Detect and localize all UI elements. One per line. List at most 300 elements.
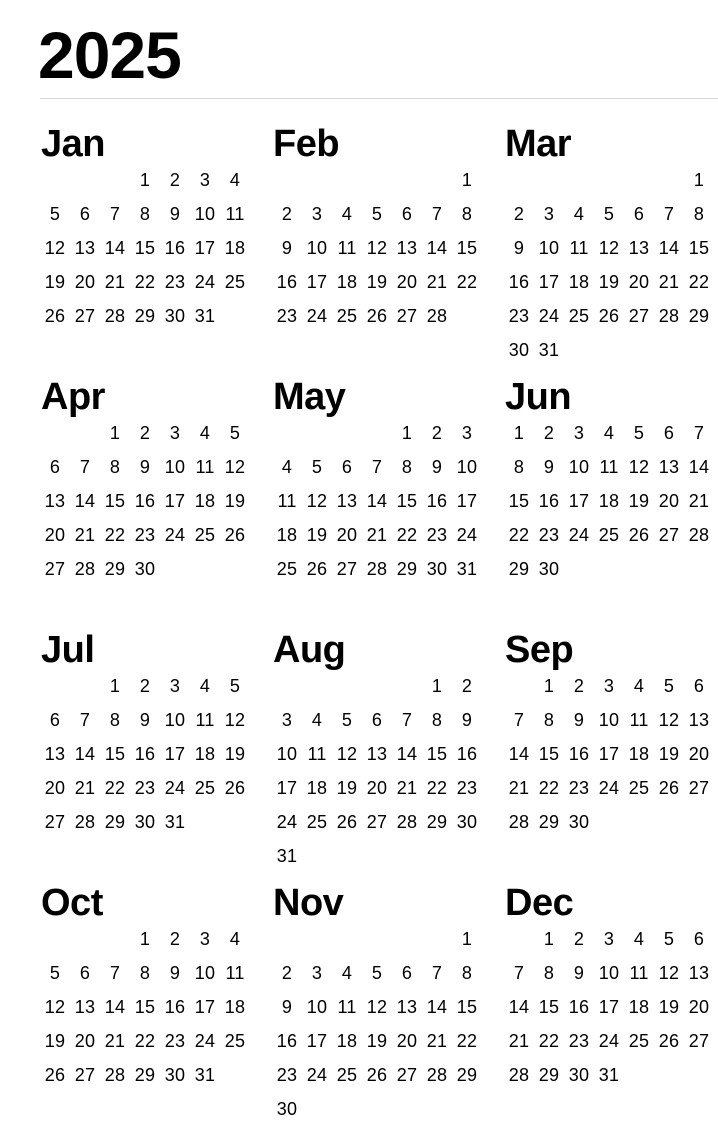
day-cell: 24 — [194, 272, 216, 292]
day-cell: 4 — [199, 423, 211, 443]
day-cell: 25 — [194, 525, 216, 545]
day-cell: 29 — [104, 812, 126, 832]
day-cell: 28 — [74, 559, 96, 579]
day-cell: 4 — [341, 963, 353, 983]
day-cell: 28 — [74, 812, 96, 832]
day-cell: 3 — [169, 423, 181, 443]
day-cell: 7 — [513, 710, 525, 730]
day-cell: 17 — [194, 997, 216, 1017]
day-cell: 14 — [508, 997, 530, 1017]
month-days — [504, 416, 714, 586]
day-cell: 3 — [199, 929, 211, 949]
day-cell: 15 — [104, 744, 126, 764]
day-cell: 10 — [194, 963, 216, 983]
day-cell: 22 — [134, 272, 156, 292]
day-cell: 2 — [281, 963, 293, 983]
month-name: Jan — [41, 123, 105, 165]
day-cell: 7 — [79, 710, 91, 730]
day-cell: 4 — [603, 423, 615, 443]
day-cell: 21 — [508, 778, 530, 798]
day-cell: 6 — [49, 710, 61, 730]
day-cell: 28 — [508, 1065, 530, 1085]
day-cell: 26 — [598, 306, 620, 326]
day-cell: 25 — [628, 1031, 650, 1051]
day-cell: 15 — [456, 238, 478, 258]
day-cell: 22 — [456, 1031, 478, 1051]
day-cell: 18 — [336, 1031, 358, 1051]
day-cell: 11 — [337, 238, 357, 258]
day-cell: 25 — [628, 778, 650, 798]
day-cell: 12 — [628, 457, 650, 477]
month-name: Mar — [505, 123, 572, 165]
day-cell: 2 — [543, 423, 555, 443]
day-cell: 8 — [513, 457, 525, 477]
day-cell: 10 — [306, 238, 328, 258]
day-cell: 27 — [688, 1031, 710, 1051]
day-cell: 18 — [276, 525, 298, 545]
day-cell: 6 — [693, 676, 705, 696]
day-cell: 18 — [224, 997, 246, 1017]
day-cell: 30 — [538, 559, 560, 579]
day-cell: 4 — [633, 676, 645, 696]
month-days — [504, 163, 714, 367]
month-name: Aug — [273, 629, 346, 671]
day-cell: 16 — [134, 744, 156, 764]
day-cell: 28 — [366, 559, 388, 579]
month-nov — [272, 877, 504, 1130]
day-cell: 27 — [396, 1065, 418, 1085]
day-cell: 9 — [281, 238, 293, 258]
day-cell: 1 — [109, 423, 121, 443]
day-cell: 18 — [628, 997, 650, 1017]
day-cell: 6 — [49, 457, 61, 477]
day-cell: 26 — [224, 778, 246, 798]
day-cell: 19 — [658, 997, 680, 1017]
day-cell: 26 — [366, 1065, 388, 1085]
day-cell: 21 — [366, 525, 388, 545]
day-cell: 30 — [134, 559, 156, 579]
day-cell: 15 — [426, 744, 448, 764]
day-cell: 28 — [688, 525, 710, 545]
day-cell: 3 — [311, 204, 323, 224]
day-cell: 4 — [311, 710, 323, 730]
day-cell: 12 — [224, 710, 246, 730]
day-cell: 13 — [366, 744, 388, 764]
day-cell: 31 — [276, 846, 298, 866]
month-days — [272, 416, 482, 586]
day-cell: 1 — [461, 170, 473, 190]
day-cell: 20 — [396, 1031, 418, 1051]
day-cell: 19 — [224, 744, 246, 764]
month-name: Jul — [41, 629, 95, 671]
day-cell: 3 — [281, 710, 293, 730]
day-cell: 12 — [44, 238, 66, 258]
day-cell: 1 — [139, 170, 151, 190]
day-cell: 16 — [508, 272, 530, 292]
day-cell: 17 — [194, 238, 216, 258]
day-cell: 11 — [599, 457, 619, 477]
day-cell: 7 — [79, 457, 91, 477]
day-cell: 4 — [633, 929, 645, 949]
month-name: Jun — [505, 376, 572, 418]
day-cell: 15 — [508, 491, 530, 511]
day-cell: 5 — [371, 963, 383, 983]
day-cell: 9 — [139, 710, 151, 730]
month-apr — [40, 371, 272, 624]
day-cell: 1 — [109, 676, 121, 696]
day-cell: 31 — [194, 306, 216, 326]
day-cell: 15 — [134, 238, 156, 258]
day-cell: 14 — [74, 744, 96, 764]
day-cell: 23 — [568, 1031, 590, 1051]
day-cell: 8 — [139, 963, 151, 983]
day-cell: 19 — [658, 744, 680, 764]
day-cell: 24 — [568, 525, 590, 545]
day-cell: 17 — [306, 272, 328, 292]
day-cell: 16 — [568, 997, 590, 1017]
day-cell: 12 — [658, 710, 680, 730]
day-cell: 6 — [401, 204, 413, 224]
day-cell: 5 — [663, 929, 675, 949]
month-oct — [40, 877, 272, 1130]
day-cell: 14 — [426, 238, 448, 258]
day-cell: 20 — [628, 272, 650, 292]
day-cell: 7 — [431, 204, 443, 224]
day-cell: 14 — [104, 238, 126, 258]
day-cell: 23 — [134, 525, 156, 545]
day-cell: 12 — [44, 997, 66, 1017]
day-cell: 21 — [658, 272, 680, 292]
day-cell: 16 — [276, 1031, 298, 1051]
month-may — [272, 371, 504, 624]
day-cell: 31 — [538, 340, 560, 360]
day-cell: 9 — [543, 457, 555, 477]
day-cell: 27 — [366, 812, 388, 832]
day-cell: 29 — [104, 559, 126, 579]
day-cell: 9 — [169, 963, 181, 983]
day-cell: 21 — [74, 778, 96, 798]
day-cell: 15 — [688, 238, 710, 258]
day-cell: 15 — [396, 491, 418, 511]
day-cell: 9 — [573, 963, 585, 983]
day-cell: 10 — [456, 457, 478, 477]
day-cell: 8 — [461, 204, 473, 224]
day-cell: 9 — [139, 457, 151, 477]
day-cell: 13 — [74, 238, 96, 258]
day-cell: 30 — [134, 812, 156, 832]
day-cell: 8 — [109, 710, 121, 730]
day-cell: 23 — [164, 272, 186, 292]
day-cell: 24 — [598, 1031, 620, 1051]
day-cell: 15 — [538, 744, 560, 764]
day-cell: 22 — [538, 778, 560, 798]
day-cell: 3 — [169, 676, 181, 696]
month-days — [40, 922, 250, 1092]
day-cell: 15 — [104, 491, 126, 511]
day-cell: 26 — [44, 306, 66, 326]
day-cell: 2 — [139, 423, 151, 443]
day-cell: 9 — [431, 457, 443, 477]
month-jan — [40, 118, 272, 371]
day-cell: 27 — [74, 1065, 96, 1085]
day-cell: 30 — [426, 559, 448, 579]
day-cell: 22 — [456, 272, 478, 292]
day-cell: 5 — [371, 204, 383, 224]
day-cell: 16 — [426, 491, 448, 511]
day-cell: 29 — [134, 306, 156, 326]
day-cell: 17 — [568, 491, 590, 511]
day-cell: 5 — [49, 204, 61, 224]
day-cell: 26 — [224, 525, 246, 545]
day-cell: 7 — [693, 423, 705, 443]
day-cell: 4 — [199, 676, 211, 696]
day-cell: 11 — [225, 204, 245, 224]
day-cell: 27 — [396, 306, 418, 326]
day-cell: 19 — [44, 1031, 66, 1051]
day-cell: 20 — [74, 272, 96, 292]
day-cell: 1 — [139, 929, 151, 949]
day-cell: 23 — [568, 778, 590, 798]
day-cell: 14 — [366, 491, 388, 511]
day-cell: 20 — [44, 778, 66, 798]
day-cell: 13 — [74, 997, 96, 1017]
day-cell: 2 — [513, 204, 525, 224]
day-cell: 26 — [658, 778, 680, 798]
day-cell: 9 — [461, 710, 473, 730]
day-cell: 21 — [104, 1031, 126, 1051]
day-cell: 20 — [688, 744, 710, 764]
day-cell: 24 — [276, 812, 298, 832]
day-cell: 21 — [396, 778, 418, 798]
day-cell: 27 — [628, 306, 650, 326]
day-cell: 5 — [49, 963, 61, 983]
day-cell: 25 — [598, 525, 620, 545]
day-cell: 23 — [426, 525, 448, 545]
day-cell: 9 — [281, 997, 293, 1017]
day-cell: 20 — [688, 997, 710, 1017]
day-cell: 7 — [109, 204, 121, 224]
day-cell: 4 — [341, 204, 353, 224]
day-cell: 8 — [139, 204, 151, 224]
day-cell: 28 — [104, 1065, 126, 1085]
day-cell: 1 — [543, 676, 555, 696]
day-cell: 4 — [573, 204, 585, 224]
day-cell: 3 — [603, 676, 615, 696]
day-cell: 18 — [194, 491, 216, 511]
day-cell: 6 — [371, 710, 383, 730]
day-cell: 20 — [74, 1031, 96, 1051]
day-cell: 13 — [44, 744, 66, 764]
day-cell: 13 — [396, 997, 418, 1017]
day-cell: 10 — [194, 204, 216, 224]
day-cell: 26 — [366, 306, 388, 326]
day-cell: 28 — [426, 1065, 448, 1085]
day-cell: 14 — [426, 997, 448, 1017]
day-cell: 26 — [658, 1031, 680, 1051]
day-cell: 23 — [538, 525, 560, 545]
day-cell: 25 — [336, 306, 358, 326]
day-cell: 19 — [366, 272, 388, 292]
day-cell: 7 — [401, 710, 413, 730]
day-cell: 17 — [598, 997, 620, 1017]
day-cell: 21 — [508, 1031, 530, 1051]
day-cell: 11 — [195, 710, 215, 730]
month-days — [272, 163, 482, 333]
day-cell: 14 — [396, 744, 418, 764]
day-cell: 29 — [456, 1065, 478, 1085]
month-name: Dec — [505, 882, 574, 924]
day-cell: 16 — [276, 272, 298, 292]
day-cell: 14 — [688, 457, 710, 477]
day-cell: 19 — [628, 491, 650, 511]
day-cell: 25 — [336, 1065, 358, 1085]
month-jun — [504, 371, 718, 624]
day-cell: 6 — [693, 929, 705, 949]
day-cell: 5 — [633, 423, 645, 443]
day-cell: 12 — [366, 997, 388, 1017]
day-cell: 2 — [281, 204, 293, 224]
day-cell: 9 — [169, 204, 181, 224]
day-cell: 17 — [538, 272, 560, 292]
day-cell: 22 — [538, 1031, 560, 1051]
day-cell: 5 — [229, 423, 241, 443]
day-cell: 16 — [538, 491, 560, 511]
day-cell: 29 — [538, 812, 560, 832]
day-cell: 1 — [401, 423, 413, 443]
day-cell: 6 — [663, 423, 675, 443]
day-cell: 24 — [598, 778, 620, 798]
day-cell: 31 — [194, 1065, 216, 1085]
day-cell: 5 — [663, 676, 675, 696]
day-cell: 28 — [658, 306, 680, 326]
day-cell: 30 — [508, 340, 530, 360]
day-cell: 27 — [336, 559, 358, 579]
month-name: May — [273, 376, 346, 418]
day-cell: 23 — [134, 778, 156, 798]
day-cell: 24 — [164, 778, 186, 798]
day-cell: 1 — [431, 676, 443, 696]
day-cell: 24 — [306, 1065, 328, 1085]
year-title: 2025 — [38, 18, 181, 92]
day-cell: 16 — [164, 997, 186, 1017]
day-cell: 2 — [573, 676, 585, 696]
day-cell: 14 — [658, 238, 680, 258]
day-cell: 25 — [224, 1031, 246, 1051]
day-cell: 29 — [508, 559, 530, 579]
day-cell: 10 — [164, 457, 186, 477]
day-cell: 26 — [44, 1065, 66, 1085]
day-cell: 6 — [341, 457, 353, 477]
day-cell: 31 — [164, 812, 186, 832]
day-cell: 12 — [336, 744, 358, 764]
day-cell: 3 — [311, 963, 323, 983]
day-cell: 6 — [633, 204, 645, 224]
day-cell: 2 — [169, 929, 181, 949]
day-cell: 23 — [456, 778, 478, 798]
day-cell: 10 — [538, 238, 560, 258]
day-cell: 12 — [224, 457, 246, 477]
day-cell: 17 — [164, 491, 186, 511]
day-cell: 15 — [134, 997, 156, 1017]
day-cell: 3 — [543, 204, 555, 224]
day-cell: 4 — [229, 929, 241, 949]
day-cell: 23 — [276, 306, 298, 326]
day-cell: 7 — [109, 963, 121, 983]
month-name: Oct — [41, 882, 103, 924]
day-cell: 22 — [134, 1031, 156, 1051]
day-cell: 18 — [628, 744, 650, 764]
day-cell: 18 — [598, 491, 620, 511]
month-days — [504, 922, 714, 1092]
day-cell: 3 — [603, 929, 615, 949]
day-cell: 26 — [336, 812, 358, 832]
day-cell: 25 — [276, 559, 298, 579]
day-cell: 13 — [688, 710, 710, 730]
day-cell: 8 — [693, 204, 705, 224]
day-cell: 26 — [628, 525, 650, 545]
day-cell: 24 — [306, 306, 328, 326]
day-cell: 29 — [426, 812, 448, 832]
day-cell: 17 — [276, 778, 298, 798]
day-cell: 8 — [109, 457, 121, 477]
day-cell: 3 — [461, 423, 473, 443]
day-cell: 20 — [396, 272, 418, 292]
day-cell: 13 — [658, 457, 680, 477]
day-cell: 22 — [104, 778, 126, 798]
day-cell: 2 — [461, 676, 473, 696]
day-cell: 19 — [44, 272, 66, 292]
day-cell: 8 — [461, 963, 473, 983]
day-cell: 11 — [277, 491, 297, 511]
day-cell: 17 — [164, 744, 186, 764]
day-cell: 18 — [336, 272, 358, 292]
day-cell: 25 — [568, 306, 590, 326]
day-cell: 26 — [306, 559, 328, 579]
month-days — [40, 163, 250, 333]
day-cell: 8 — [543, 710, 555, 730]
day-cell: 30 — [164, 306, 186, 326]
day-cell: 21 — [104, 272, 126, 292]
day-cell: 21 — [74, 525, 96, 545]
day-cell: 15 — [538, 997, 560, 1017]
month-name: Sep — [505, 629, 574, 671]
day-cell: 6 — [401, 963, 413, 983]
day-cell: 12 — [366, 238, 388, 258]
day-cell: 2 — [139, 676, 151, 696]
day-cell: 30 — [164, 1065, 186, 1085]
day-cell: 1 — [693, 170, 705, 190]
day-cell: 21 — [426, 272, 448, 292]
day-cell: 18 — [224, 238, 246, 258]
day-cell: 19 — [366, 1031, 388, 1051]
day-cell: 22 — [508, 525, 530, 545]
day-cell: 22 — [688, 272, 710, 292]
day-cell: 24 — [164, 525, 186, 545]
month-days — [504, 669, 714, 839]
day-cell: 5 — [341, 710, 353, 730]
day-cell: 19 — [306, 525, 328, 545]
day-cell: 13 — [628, 238, 650, 258]
day-cell: 2 — [169, 170, 181, 190]
day-cell: 8 — [401, 457, 413, 477]
day-cell: 5 — [603, 204, 615, 224]
day-cell: 4 — [281, 457, 293, 477]
day-cell: 25 — [194, 778, 216, 798]
day-cell: 29 — [538, 1065, 560, 1085]
day-cell: 7 — [431, 963, 443, 983]
day-cell: 14 — [508, 744, 530, 764]
day-cell: 17 — [456, 491, 478, 511]
